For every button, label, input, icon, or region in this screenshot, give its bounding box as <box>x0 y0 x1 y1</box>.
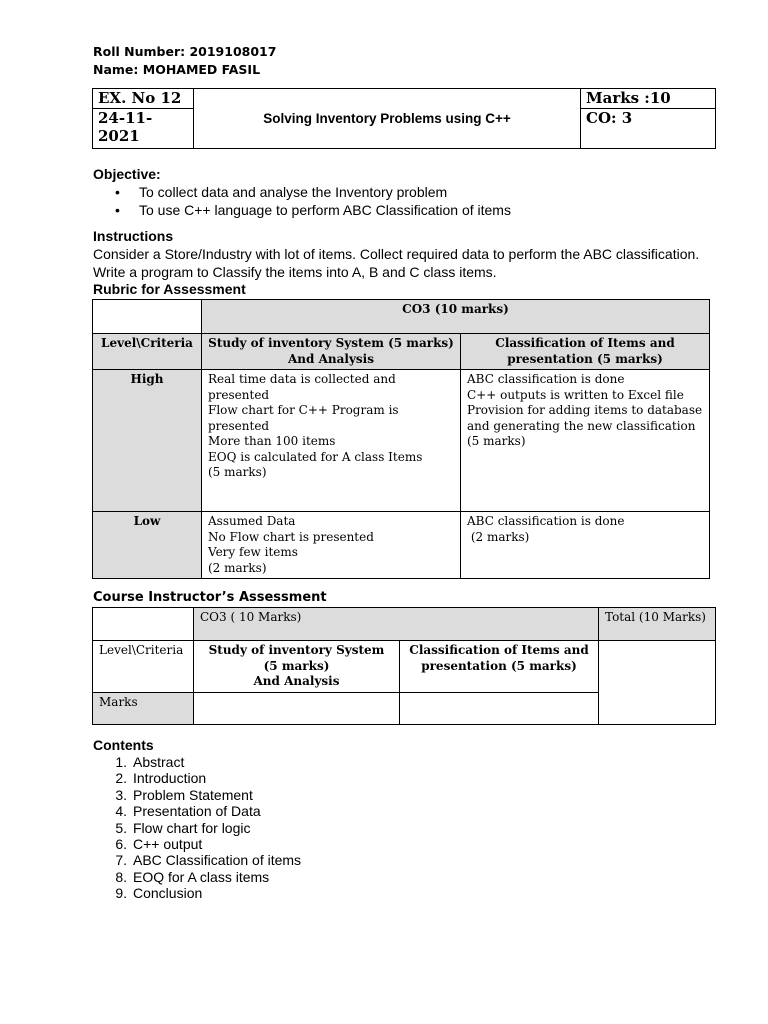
assessment-col-study <box>194 641 400 693</box>
list-item: 4. Presentation of Data <box>115 803 261 820</box>
rubric-level-low: Low <box>93 512 202 579</box>
rubric-low-classification <box>461 512 710 579</box>
objective-item: • To use C++ language to perform ABC Classification of items <box>93 202 511 220</box>
rubric-col-study <box>202 334 461 370</box>
rubric-table <box>92 299 710 579</box>
rubric-heading: Rubric for Assessment <box>93 281 246 297</box>
assessment-table <box>92 607 716 725</box>
rubric-col-classification: Classification of Items and presentation (5 marks) <box>461 334 710 370</box>
assessment-col-classification: Classification of Items and presentation (5 marks) <box>400 641 599 693</box>
list-item: 9. Conclusion <box>115 885 203 902</box>
list-item: 5. Flow chart for logic <box>115 819 251 836</box>
rubric-text: (5 marks) <box>208 465 267 479</box>
ex-no: EX. No 12 <box>93 89 194 109</box>
rubric-text: EOQ is calculated for A class Items <box>208 449 423 464</box>
assessment-total-value <box>599 641 716 725</box>
rubric-text: Assumed Data <box>208 514 296 528</box>
co-cell: CO: 3 <box>581 109 716 149</box>
assessment-col-study-line2: And Analysis <box>253 674 340 688</box>
rubric-level-criteria: Level\Criteria <box>93 334 202 370</box>
rubric-level-high: High <box>93 370 202 512</box>
rubric-text: ABC classification is done <box>467 514 625 528</box>
assessment-total-header: Total (10 Marks) <box>599 608 716 641</box>
objective-item: • To collect data and analyse the Inventory problem <box>93 184 511 202</box>
exercise-header-table <box>92 88 716 149</box>
rubric-text: (2 marks) <box>467 529 530 544</box>
assessment-marks-study <box>194 692 400 724</box>
rubric-co-header: CO3 (10 marks) <box>202 300 710 334</box>
contents-list <box>93 754 301 902</box>
objective-heading: Objective: <box>93 166 161 182</box>
assessment-col-study-line1: Study of inventory System (5 marks) <box>208 643 385 673</box>
assessment-heading: Course Instructor’s Assessment <box>93 590 327 605</box>
rubric-high-classification <box>461 370 710 512</box>
assessment-corner <box>93 608 194 641</box>
rubric-high-study <box>202 370 461 512</box>
assessment-marks-label: Marks <box>93 692 194 724</box>
list-item: 1. Abstract <box>115 754 185 770</box>
rubric-col-study-line1: Study of inventory System (5 marks) <box>208 336 454 350</box>
assessment-level-criteria: Level\Criteria <box>93 641 194 693</box>
rubric-corner <box>93 300 202 334</box>
rubric-text: (2 marks) <box>208 560 267 575</box>
assessment-marks-classification <box>400 692 599 724</box>
rubric-text: C++ outputs is written to Excel file <box>467 387 684 402</box>
student-name: Name: MOHAMED FASIL <box>93 62 261 77</box>
list-item: 2. Introduction <box>115 770 207 787</box>
rubric-text: ABC classification is done <box>467 372 625 386</box>
objective-list <box>93 184 511 219</box>
list-item: 3. Problem Statement <box>115 786 253 803</box>
rubric-text: Flow chart for C++ Program is presented <box>208 403 399 433</box>
rubric-text: Real time data is collected and presented <box>208 372 396 402</box>
contents-heading: Contents <box>93 737 154 753</box>
rubric-text: More than 100 items <box>208 434 336 448</box>
rubric-text: Very few items <box>208 545 298 559</box>
list-item: 6. C++ output <box>115 836 203 853</box>
ex-date: 24-11-2021 <box>93 109 194 149</box>
list-item: 7. ABC Classification of items <box>115 852 302 869</box>
assessment-co-header: CO3 ( 10 Marks) <box>194 608 599 641</box>
rubric-col-study-line2: And Analysis <box>287 351 374 366</box>
marks-cell: Marks :10 <box>581 89 716 109</box>
rubric-low-study <box>202 512 461 579</box>
roll-number: Roll Number: 2019108017 <box>93 44 277 59</box>
rubric-text: (5 marks) <box>467 434 526 448</box>
exercise-title: Solving Inventory Problems using C++ <box>194 89 581 149</box>
instructions-text: Consider a Store/Industry with lot of items. Collect required data to perform the ABC classification. Write a program to Classify the items into A, B and C class items. <box>93 246 700 280</box>
rubric-text: Provision for adding items to database and generating the new classification <box>467 403 703 433</box>
list-item: 8. EOQ for A class items <box>115 868 270 885</box>
rubric-text: No Flow chart is presented <box>208 529 374 544</box>
instructions-heading: Instructions <box>93 228 174 244</box>
